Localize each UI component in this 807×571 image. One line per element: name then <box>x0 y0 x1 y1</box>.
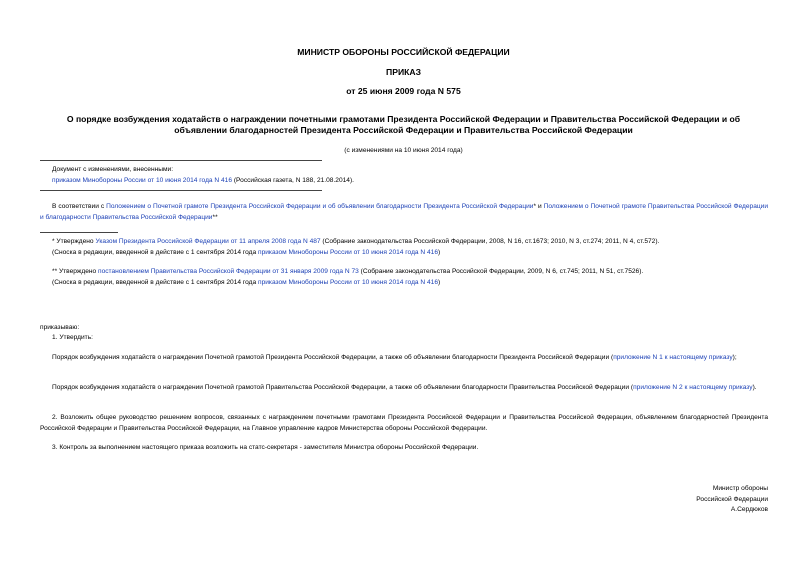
footnote-1-order-link[interactable]: приказом Минобороны России от 10 июня 2014 года N 416 <box>258 249 439 256</box>
order-item-2: 2. Возложить общее руководство решением вопросов, связанных с награждением почетными грамотами Президента Российской Федерации и Правительства Российской Федерации, объявлением благодарностей Президента Российской Федерации и Правительства Российской Федерации, на Главное управление кадров Министерства обороны Российской Федерации. <box>40 414 768 432</box>
preamble-text-1: В соответствии с <box>52 203 107 210</box>
signature-block <box>696 484 768 516</box>
document-title-line-2: объявлении благодарностей Президента Российской Федерации и Правительства Российской Федерации <box>174 125 633 135</box>
document-type: ПРИКАЗ <box>386 67 421 77</box>
government-regulation-link[interactable]: Положением о Почетной грамоте Правительства Российской Федерации и благодарности Правительства Российской Федерации <box>40 203 769 221</box>
president-regulation-link[interactable]: Положением о Почетной грамоте Президента Российской Федерации и об объявлении благодарности Президента Российской Федерации <box>106 203 534 210</box>
preamble-text-3: ** <box>212 214 218 221</box>
footnote-1-note-prefix: (Сноска в редакции, введенной в действие с 1 сентября 2014 года <box>52 249 259 256</box>
changes-top-rule <box>40 160 322 161</box>
procedure-2-text: Порядок возбуждения ходатайств о награждении Почетной грамотой Правительства Российской Федерации, а также об объявлении благодарности Правительства Российской Федерации ( <box>52 384 634 391</box>
order-verb: приказываю: <box>40 324 80 331</box>
amendments-note: (с изменениями на 10 июня 2014 года) <box>344 147 463 154</box>
resolution-73-link[interactable]: постановлением Правительства Российской Федерации от 31 января 2009 года N 73 <box>98 268 359 275</box>
footnote-2-text <box>52 266 768 277</box>
order-item-3: 3. Контроль за выполнением настоящего приказа возложить на статс-секретаря - заместителя Министра обороны Российской Федерации. <box>52 444 479 451</box>
procedure-2-suffix: ). <box>752 384 757 391</box>
footnote-1-note-suffix: ) <box>438 249 441 256</box>
changes-reference <box>52 175 752 186</box>
footnote-1-source: (Собрание законодательства Российской Федерации, 2008, N 16, ст.1673; 2010, N 3, ст.274; 2011, N 4, ст.572). <box>320 238 660 245</box>
footnote-2-source: (Собрание законодательства Российской Федерации, 2009, N 6, ст.745; 2011, N 51, ст.7526). <box>358 268 644 275</box>
ministry-heading: МИНИСТР ОБОРОНЫ РОССИЙСКОЙ ФЕДЕРАЦИИ <box>297 47 510 57</box>
footnote-1-text <box>52 236 768 247</box>
changes-intro: Документ с изменениями, внесенными: <box>52 166 174 173</box>
preamble-text-2: * и <box>533 203 544 210</box>
order-item-1: 1. Утвердить: <box>52 334 93 341</box>
footnote-1 <box>52 236 768 258</box>
document-title <box>40 114 767 136</box>
signature-org: Российской Федерации <box>696 495 768 503</box>
document-date-number: от 25 июня 2009 года N 575 <box>346 86 461 96</box>
footnote-1-note <box>52 247 768 258</box>
procedure-1-text: Порядок возбуждения ходатайств о награждении Почетной грамотой Президента Российской Федерации, а также об объявлении благодарности Президента Российской Федерации ( <box>52 354 614 361</box>
appendix-2-link[interactable]: приложение N 2 к настоящему приказу <box>633 384 753 391</box>
footnote-rule <box>40 232 118 233</box>
signature-name: А.Сердюков <box>730 506 768 513</box>
appendix-1-link[interactable]: приложение N 1 к настоящему приказу <box>613 354 733 361</box>
footnote-2-note-prefix: (Сноска в редакции, введенной в действие с 1 сентября 2014 года <box>52 279 259 286</box>
changes-bottom-rule <box>40 190 322 191</box>
document-title-line-1: О порядке возбуждения ходатайств о награждении почетными грамотами Президента Российской Федерации и Правительства Российской Федерации и об <box>66 114 741 124</box>
signature-position: Министр обороны <box>712 485 768 492</box>
procedure-2-paragraph <box>40 382 768 393</box>
decree-487-link[interactable]: Указом Президента Российской Федерации от 11 апреля 2008 года N 487 <box>95 238 321 245</box>
procedure-1-paragraph <box>40 352 768 363</box>
procedure-1-suffix: ); <box>732 354 737 361</box>
changes-order-link[interactable]: приказом Минобороны России от 10 июня 2014 года N 416 <box>52 177 233 184</box>
footnote-1-prefix: * Утверждено <box>52 238 96 245</box>
preamble-paragraph <box>40 201 768 223</box>
footnote-2-note <box>52 277 768 288</box>
footnote-2 <box>52 266 768 288</box>
footnote-2-order-link[interactable]: приказом Минобороны России от 10 июня 2014 года N 416 <box>258 279 439 286</box>
changes-box <box>52 164 752 186</box>
footnote-2-note-suffix: ) <box>438 279 441 286</box>
changes-order-source: (Российская газета, N 188, 21.08.2014). <box>232 177 354 184</box>
footnote-2-prefix: ** Утверждено <box>52 268 99 275</box>
